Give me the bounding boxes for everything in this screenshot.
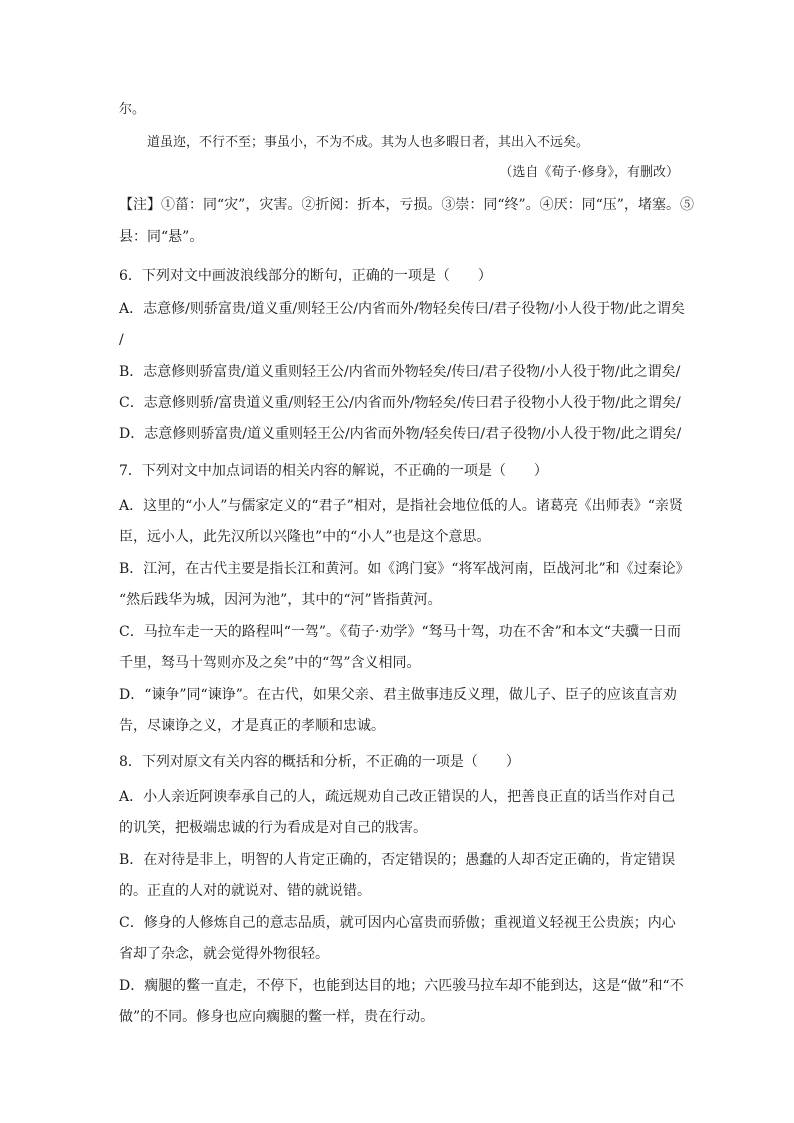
question-8-option-b-line-2: 的。正直的人对的就说对、错的就说错。 xyxy=(119,883,371,899)
question-8-stem: 8．下列对原文有关内容的概括和分析，不正确的一项是（ ） xyxy=(119,754,520,770)
question-7-option-a-line-1: A．这里的“小人”与儒家定义的“君子”相对，是指社会地位低的人。诸葛亮《出师表》“亲贤 xyxy=(119,498,683,514)
question-6-stem: 6．下列对文中画波浪线部分的断句，正确的一项是（ ） xyxy=(119,268,492,284)
question-6-option-a-line-2: / xyxy=(119,332,124,348)
question-7-option-b-line-2: “然后践华为城，因河为池”，其中的“河”皆指黄河。 xyxy=(119,592,442,608)
question-6-option-b: B．志意修则骄富贵/道义重则轻王公/内省而外物轻矣/传曰/君子役物/小人役于物/此之谓矣/ xyxy=(119,364,681,380)
question-8-option-d-line-2: 做”的不同。修身也应向瘸腿的鳖一样，贵在行动。 xyxy=(119,1009,435,1025)
question-6-option-c: C．志意修则骄/富贵道义重/则轻王公/内省而外/物轻矣/传曰君子役物小人役于物/此之谓矣/ xyxy=(119,395,681,411)
notes-line-1: 【注】①菑：同“灾”，灾害。②折阅：折本，亏损。③崇：同“终”。④厌：同“压”，堵塞。⑤ xyxy=(119,197,694,213)
question-7-option-b-line-1: B．江河，在古代主要是指长江和黄河。如《鸿门宴》“将军战河南，臣战河北”和《过秦论》 xyxy=(119,561,690,577)
question-8-option-b-line-1: B．在对待是非上，明智的人肯定正确的，否定错误的；愚蠢的人却否定正确的，肯定错误 xyxy=(119,852,676,868)
question-8-option-c-line-2: 省却了杂念，就会觉得外物很轻。 xyxy=(119,946,329,962)
notes-line-2: 县：同“悬”。 xyxy=(119,229,204,245)
question-7-option-d-line-1: D．“谏争”同“谏诤”。在古代，如果父亲、君主做事违反义理，做儿子、臣子的应该直言劝 xyxy=(119,687,677,703)
question-8-option-d-line-1: D．瘸腿的鳖一直走，不停下，也能到达目的地；六匹骏马拉车却不能到达，这是“做”和“不 xyxy=(119,978,684,994)
question-7-option-a-line-2: 臣，远小人，此先汉所以兴隆也”中的“小人”也是这个意思。 xyxy=(119,529,491,545)
question-8-option-a-line-1: A．小人亲近阿谀奉承自己的人，疏远规劝自己改正错误的人，把善良正直的话当作对自己 xyxy=(119,789,676,805)
question-7-option-d-line-2: 告，尽谏诤之义，才是真正的孝顺和忠诚。 xyxy=(119,718,385,734)
question-8-option-c-line-1: C．修身的人修炼自己的意志品质，就可因内心富贵而骄傲；重视道义轻视王公贵族；内心 xyxy=(119,915,676,931)
question-6-option-a-line-1: A．志意修/则骄富贵/道义重/则轻王公/内省而外/物轻矣传曰/君子役物/小人役于物/此之谓矣 xyxy=(119,301,685,317)
question-6-option-d: D．志意修则骄富贵/道义重则轻王公/内省而外物/轻矣传曰/君子役物/小人役于物/此之谓矣/ xyxy=(119,426,682,442)
passage-source: （选自《荀子·修身》，有删改） xyxy=(499,165,679,180)
question-8-option-a-line-2: 的讥笑，把极端忠诚的行为看成是对自己的戕害。 xyxy=(119,820,427,836)
question-7-option-c-line-2: 千里，驽马十驾则亦及之矣”中的“驾”含义相同。 xyxy=(119,655,421,671)
passage-tail: 尔。 xyxy=(119,102,146,117)
question-7-option-c-line-1: C．马拉车走一天的路程叫“一驾”。《荀子·劝学》“驽马十驾，功在不舍”和本文“夫骥一日而 xyxy=(119,624,681,640)
question-7-stem: 7．下列对文中加点词语的相关内容的解说，不正确的一项是（ ） xyxy=(119,463,548,479)
passage-quote: 道虽迩，不行不至；事虽小，不为不成。其为人也多暇日者，其出入不远矣。 xyxy=(147,135,590,150)
